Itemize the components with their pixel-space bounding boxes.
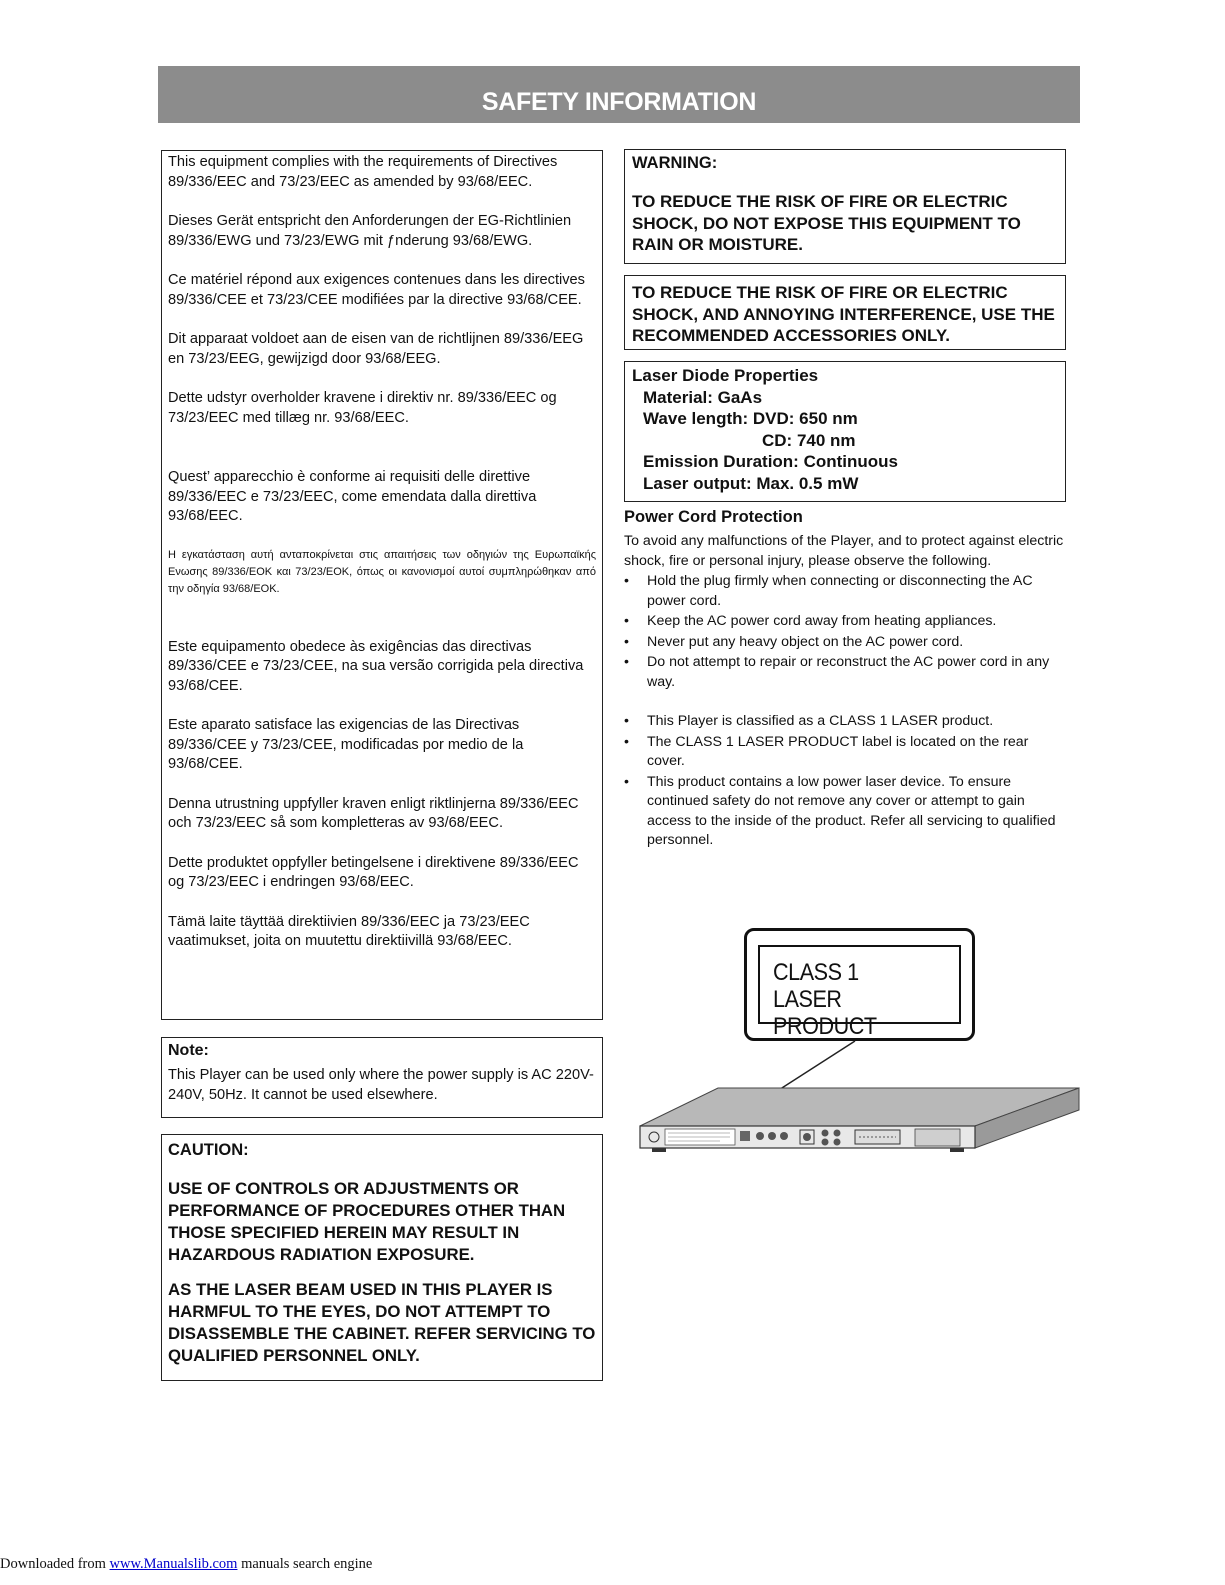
laser-wave-length: Wave length: DVD: 650 nm: [643, 409, 858, 428]
warning-body: TO REDUCE THE RISK OF FIRE OR ELECTRIC SHOCK, DO NOT EXPOSE THIS EQUIPMENT TO RAIN OR MOISTURE.: [632, 192, 1021, 254]
power-cord-title: Power Cord Protection: [624, 508, 803, 526]
manualslib-link[interactable]: www.Manualslib.com: [109, 1556, 238, 1572]
compliance-it: Quest’ apparecchio è conforme ai requisiti delle direttive 89/336/EEC e 73/23/EEC, come emendata dalla direttiva 93/68/EEC.: [168, 469, 537, 524]
note-body: This Player can be used only where the power supply is AC 220V-240V, 50Hz. It cannot be used elsewhere.: [168, 1067, 594, 1103]
note-box: [161, 1037, 603, 1118]
power-cord-list: [624, 572, 1064, 692]
compliance-es: Este aparato satisface las exigencias de las Directivas 89/336/CEE y 73/23/CEE, modificadas por medio de la 93/68/CEE.: [168, 717, 524, 772]
compliance-pt: Este equipamento obedece às exigências das directivas 89/336/CEE e 73/23/CEE, na sua versão corrigida pela directiva 93/68/CEE.: [168, 638, 584, 694]
footer-prefix: Downloaded from: [0, 1556, 110, 1572]
caution-paragraph-2: AS THE LASER BEAM USED IN THIS PLAYER IS HARMFUL TO THE EYES, DO NOT ATTEMPT TO DISASSEMBLE THE CABINET. REFER SERVICING TO QUALIFIED PERSONNEL ONLY.: [168, 1280, 596, 1365]
laser-output: Laser output: Max. 0.5 mW: [643, 473, 859, 493]
power-cord-section: [624, 532, 1064, 852]
list-item: • This product contains a low power laser device. To ensure continued safety do not remove any cover or attempt to gain access to the inside of the product. Refer all servicing to qualified personnel.: [624, 773, 1064, 851]
compliance-fi: Tämä laite täyttää direktiivien 89/336/EEC ja 73/23/EEC vaatimukset, joita on muutettu direktiivillä 93/68/EEC.: [168, 913, 530, 949]
page-title: SAFETY INFORMATION: [481, 88, 757, 116]
warning-title: WARNING:: [632, 154, 718, 172]
list-item: • This Player is classified as a CLASS 1 LASER product.: [624, 712, 1064, 732]
laser-emission: Emission Duration: Continuous: [643, 452, 898, 471]
compliance-nl: Dit apparaat voldoet aan de eisen van de richtlijnen 89/336/EEG en 73/23/EEG, gewijzigd door 93/68/EEG.: [168, 331, 584, 367]
compliance-el: Η εγκατάσταση αυτή ανταποκρίνεται στις απαιτήσεις των οδηγιών της Ευρωπαϊκής Ενωσης 89/336/ΕΟΚ και 73/23/ΕΟΚ, όπως οι κανονισμοί αυτοί συμπληρώθηκαν από την οδηγία 93/68/ΕΟΚ.: [168, 548, 596, 595]
class-1-laser-label: [744, 928, 975, 1041]
compliance-sv: Denna utrustning uppfyller kraven enligt riktlinjerna 89/336/EEC och 73/23/EEC så som kompletteras av 93/68/EEC.: [168, 795, 579, 831]
label-line-1: CLASS 1: [773, 959, 859, 986]
list-item: • Keep the AC power cord away from heating appliances.: [624, 612, 1064, 632]
accessories-box: [624, 275, 1066, 350]
accessories-body: TO REDUCE THE RISK OF FIRE OR ELECTRIC SHOCK, AND ANNOYING INTERFERENCE, USE THE RECOMMENDED ACCESSORIES ONLY.: [632, 283, 1055, 345]
laser-wave-length-cd: CD: 740 nm: [762, 430, 856, 450]
note-title: Note:: [168, 1042, 209, 1059]
page-header: [158, 66, 1080, 123]
laser-diode-title: Laser Diode Properties: [632, 366, 819, 385]
laser-diode-box: [624, 361, 1066, 502]
laser-material: Material: GaAs: [643, 387, 763, 407]
compliance-de: Dieses Gerät entspricht den Anforderungen der EG-Richtlinien 89/336/EWG und 73/23/EWG mit ƒnderung 93/68/EWG.: [168, 213, 572, 249]
compliance-da: Dette udstyr overholder kravene i direktiv nr. 89/336/EEC og 73/23/EEC med tillæg nr. 93/68/EEC.: [168, 390, 557, 426]
footer: [0, 1556, 372, 1573]
compliance-fr: Ce matériel répond aux exigences contenues dans les directives 89/336/CEE et 73/23/CEE modifiées par la directive 93/68/CEE.: [168, 272, 585, 308]
laser-class-list: [624, 712, 1064, 851]
label-line-2: LASER PRODUCT: [773, 986, 877, 1040]
list-item: • The CLASS 1 LASER PRODUCT label is located on the rear cover.: [624, 733, 1064, 772]
player-rear-illustration: [630, 1036, 1080, 1186]
list-item: • Never put any heavy object on the AC power cord.: [624, 633, 1064, 653]
caution-box: [161, 1134, 603, 1381]
list-item: • Hold the plug firmly when connecting or disconnecting the AC power cord.: [624, 572, 1064, 611]
list-item: • Do not attempt to repair or reconstruct the AC power cord in any way.: [624, 653, 1064, 692]
warning-box: [624, 149, 1066, 264]
caution-title: CAUTION:: [168, 1141, 249, 1159]
class-1-laser-label-inner: [758, 945, 961, 1040]
compliance-no: Dette produktet oppfyller betingelsene i direktivene 89/336/EEC og 73/23/EEC i endringen 93/68/EEC.: [168, 854, 579, 890]
footer-suffix: manuals search engine: [237, 1556, 373, 1572]
compliance-en: This equipment complies with the requirements of Directives 89/336/EEC and 73/23/EEC as amended by 93/68/EEC.: [168, 154, 558, 190]
caution-paragraph-1: USE OF CONTROLS OR ADJUSTMENTS OR PERFORMANCE OF PROCEDURES OTHER THAN THOSE SPECIFIED HEREIN MAY RESULT IN HAZARDOUS RADIATION EXPOSURE.: [168, 1179, 566, 1264]
compliance-box: [161, 150, 603, 1020]
power-cord-intro: To avoid any malfunctions of the Player, and to protect against electric shock, fire or personal injury, please observe the following.: [624, 533, 1064, 569]
